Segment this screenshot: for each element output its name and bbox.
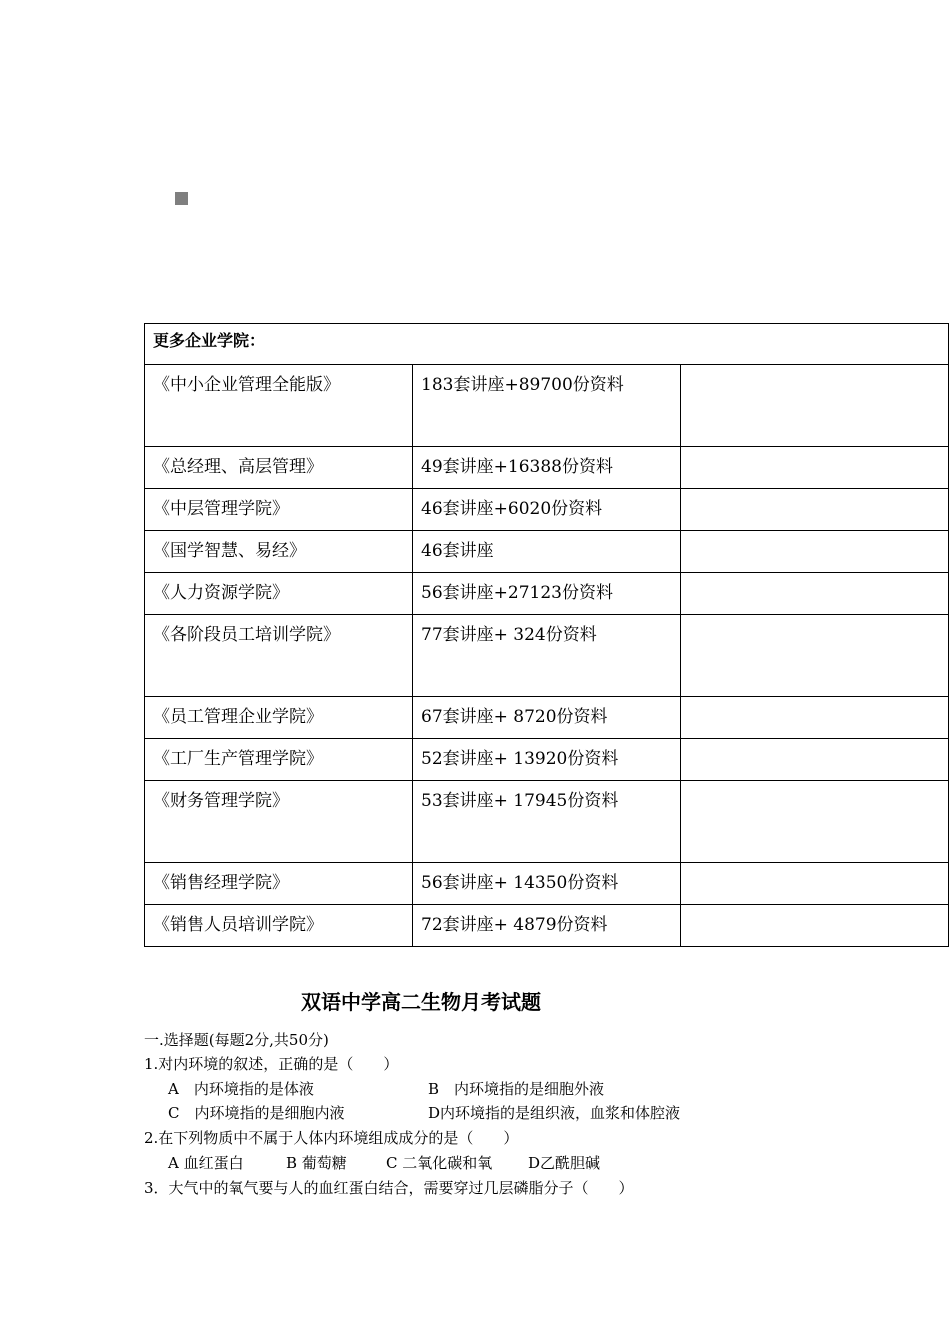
course-name: 《国学智慧、易经》 bbox=[145, 531, 413, 573]
table-row bbox=[145, 615, 949, 697]
table-row bbox=[145, 905, 949, 947]
question-2: 2.在下列物质中不属于人体内环境组成成分的是（ ） bbox=[144, 1129, 519, 1147]
empty-cell bbox=[681, 573, 949, 615]
course-name: 《中小企业管理全能版》 bbox=[145, 365, 413, 447]
question-2-option-a: A 血红蛋白 bbox=[168, 1154, 244, 1172]
section-heading: 一.选择题(每题2分,共50分) bbox=[144, 1031, 329, 1049]
course-count: 52套讲座+ 13920份资料 bbox=[413, 739, 681, 781]
bullet-square-icon bbox=[175, 192, 188, 205]
empty-cell bbox=[681, 489, 949, 531]
course-count: 56套讲座+ 14350份资料 bbox=[413, 863, 681, 905]
course-name: 《各阶段员工培训学院》 bbox=[145, 615, 413, 697]
course-name: 《工厂生产管理学院》 bbox=[145, 739, 413, 781]
question-1: 1.对内环境的叙述，正确的是（ ） bbox=[144, 1055, 399, 1073]
table-header-row bbox=[145, 324, 949, 365]
question-1-option-a: A 内环境指的是体液 bbox=[168, 1080, 314, 1098]
empty-cell bbox=[681, 739, 949, 781]
question-1-option-d: D内环境指的是组织液，血浆和体腔液 bbox=[428, 1104, 681, 1122]
course-name: 《销售人员培训学院》 bbox=[145, 905, 413, 947]
course-name: 《总经理、高层管理》 bbox=[145, 447, 413, 489]
course-count: 49套讲座+16388份资料 bbox=[413, 447, 681, 489]
table-row bbox=[145, 365, 949, 447]
exam-title: 双语中学高二生物月考试题 bbox=[301, 990, 541, 1014]
question-2-option-c: C 二氧化碳和氧 bbox=[386, 1154, 493, 1172]
empty-cell bbox=[681, 697, 949, 739]
empty-cell bbox=[681, 531, 949, 573]
table-row bbox=[145, 697, 949, 739]
course-count: 53套讲座+ 17945份资料 bbox=[413, 781, 681, 863]
table-row bbox=[145, 781, 949, 863]
course-count: 46套讲座 bbox=[413, 531, 681, 573]
course-count: 72套讲座+ 4879份资料 bbox=[413, 905, 681, 947]
course-count: 46套讲座+6020份资料 bbox=[413, 489, 681, 531]
empty-cell bbox=[681, 781, 949, 863]
course-count: 56套讲座+27123份资料 bbox=[413, 573, 681, 615]
table-header-cell: 更多企业学院： bbox=[145, 324, 949, 365]
course-name: 《员工管理企业学院》 bbox=[145, 697, 413, 739]
empty-cell bbox=[681, 365, 949, 447]
course-name: 《财务管理学院》 bbox=[145, 781, 413, 863]
question-1-option-c: C 内环境指的是细胞内液 bbox=[168, 1104, 345, 1122]
course-name: 《人力资源学院》 bbox=[145, 573, 413, 615]
empty-cell bbox=[681, 447, 949, 489]
course-count: 67套讲座+ 8720份资料 bbox=[413, 697, 681, 739]
course-count: 183套讲座+89700份资料 bbox=[413, 365, 681, 447]
course-name: 《销售经理学院》 bbox=[145, 863, 413, 905]
table-row bbox=[145, 573, 949, 615]
question-3: 3．大气中的氧气要与人的血红蛋白结合，需要穿过几层磷脂分子（ ） bbox=[144, 1179, 634, 1197]
empty-cell bbox=[681, 615, 949, 697]
course-table bbox=[144, 323, 949, 947]
empty-cell bbox=[681, 863, 949, 905]
question-1-option-b: B 内环境指的是细胞外液 bbox=[428, 1080, 605, 1098]
question-2-option-b: B 葡萄糖 bbox=[286, 1154, 347, 1172]
course-name: 《中层管理学院》 bbox=[145, 489, 413, 531]
table-row bbox=[145, 489, 949, 531]
empty-cell bbox=[681, 905, 949, 947]
table-row bbox=[145, 863, 949, 905]
course-count: 77套讲座+ 324份资料 bbox=[413, 615, 681, 697]
table-row bbox=[145, 447, 949, 489]
table-row bbox=[145, 739, 949, 781]
question-2-option-d: D乙酰胆碱 bbox=[528, 1154, 601, 1172]
table-row bbox=[145, 531, 949, 573]
